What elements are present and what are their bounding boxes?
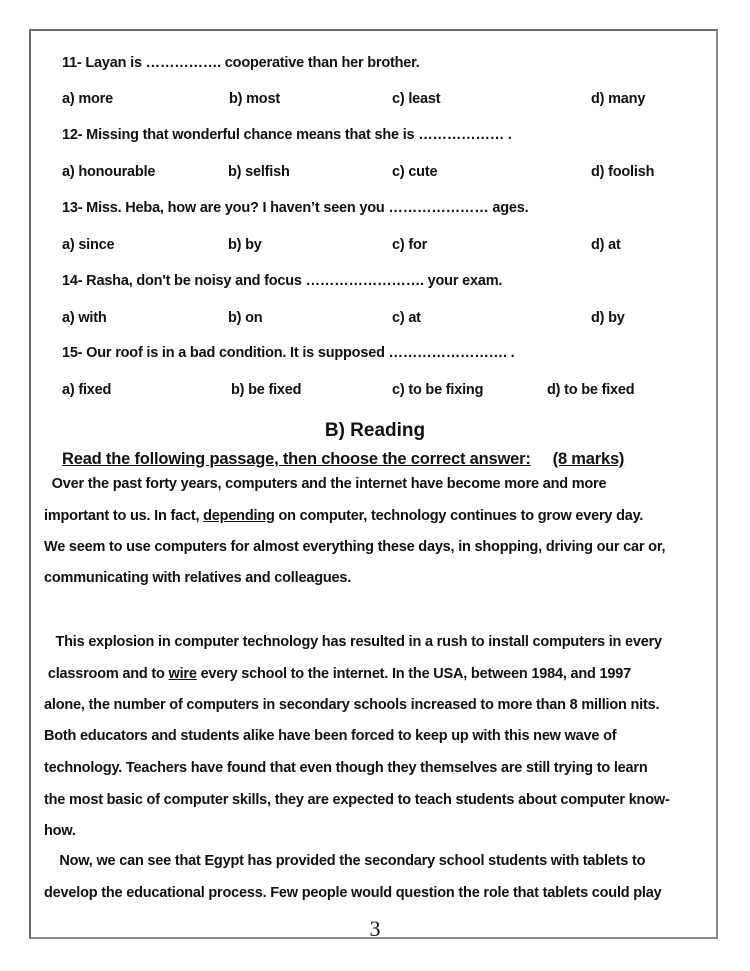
passage-line — [44, 760, 648, 776]
option-a: a) honourable — [62, 164, 156, 180]
passage-text: classroom and to — [44, 666, 169, 682]
passage-line — [44, 792, 670, 808]
passage-text: Both educators and students alike have been forced to keep up with this new wave of — [44, 728, 617, 744]
passage-text: communicating with relatives and colleagues. — [44, 570, 352, 586]
question-14: 14- Rasha, don't be noisy and focus ……………………. your exam. — [62, 273, 503, 289]
section-heading: B) Reading — [324, 420, 426, 441]
option-d: d) at — [591, 237, 621, 253]
passage-text: technology. Teachers have found that even though they themselves are still trying to learn — [44, 760, 648, 776]
option-a: a) with — [62, 310, 107, 326]
option-b: b) on — [228, 310, 263, 326]
passage-text: how. — [44, 823, 76, 839]
option-b: b) by — [228, 237, 262, 253]
passage-line — [44, 823, 76, 839]
option-d: d) to be fixed — [547, 382, 635, 398]
question-12: 12- Missing that wonderful chance means that she is ……………… . — [62, 127, 512, 143]
option-b: b) selfish — [228, 164, 290, 180]
option-c: c) for — [392, 237, 428, 253]
option-d: d) foolish — [591, 164, 655, 180]
passage-text: develop the educational process. Few people would question the role that tablets could play — [44, 885, 662, 901]
reading-instruction — [62, 450, 624, 469]
passage-text: alone, the number of computers in secondary schools increased to more than 8 million nits. — [44, 697, 660, 713]
page-number: 3 — [369, 916, 381, 941]
underlined-word: depending — [203, 508, 275, 524]
option-b: b) be fixed — [231, 382, 302, 398]
option-c: c) to be fixing — [392, 382, 484, 398]
option-d: d) many — [591, 91, 646, 107]
marks-label: (8 marks) — [552, 450, 625, 468]
passage-text: the most basic of computer skills, they are expected to teach students about computer know- — [44, 792, 670, 808]
passage-line — [44, 476, 606, 492]
passage-line — [44, 697, 659, 713]
question-15: 15- Our roof is in a bad condition. It is supposed ……………………. . — [62, 345, 515, 361]
underlined-word: wire — [168, 666, 197, 682]
passage-text: every school to the internet. In the USA, between 1984, and 1997 — [196, 666, 631, 682]
instruction-text: Read the following passage, then choose the correct answer: — [62, 450, 531, 468]
passage-line — [44, 539, 665, 555]
passage-line — [44, 853, 645, 869]
option-a: a) more — [62, 91, 113, 107]
passage-text: important to us. In fact, — [44, 508, 204, 524]
passage-line — [44, 634, 662, 650]
option-c: c) least — [392, 91, 441, 107]
passage-text: Now, we can see that Egypt has provided the secondary school students with tablets to — [44, 853, 646, 869]
passage-text: This explosion in computer technology has resulted in a rush to install computers in every — [44, 634, 662, 650]
passage-line — [44, 508, 643, 524]
passage-text: We seem to use computers for almost everything these days, in shopping, driving our car or, — [44, 539, 666, 555]
question-11: 11- Layan is ……………. cooperative than her brother. — [62, 55, 420, 71]
option-d: d) by — [591, 310, 625, 326]
passage-line — [44, 570, 351, 586]
passage-text: Over the past forty years, computers and the internet have become more and more — [44, 476, 607, 492]
passage-line — [44, 666, 631, 682]
option-a: a) fixed — [62, 382, 112, 398]
passage-line — [44, 885, 662, 901]
option-a: a) since — [62, 237, 115, 253]
option-c: c) cute — [392, 164, 438, 180]
question-13: 13- Miss. Heba, how are you? I haven’t seen you ………………… ages. — [62, 200, 529, 216]
passage-text: on computer, technology continues to grow every day. — [274, 508, 644, 524]
option-b: b) most — [229, 91, 280, 107]
option-c: c) at — [392, 310, 421, 326]
passage-line — [44, 728, 616, 744]
